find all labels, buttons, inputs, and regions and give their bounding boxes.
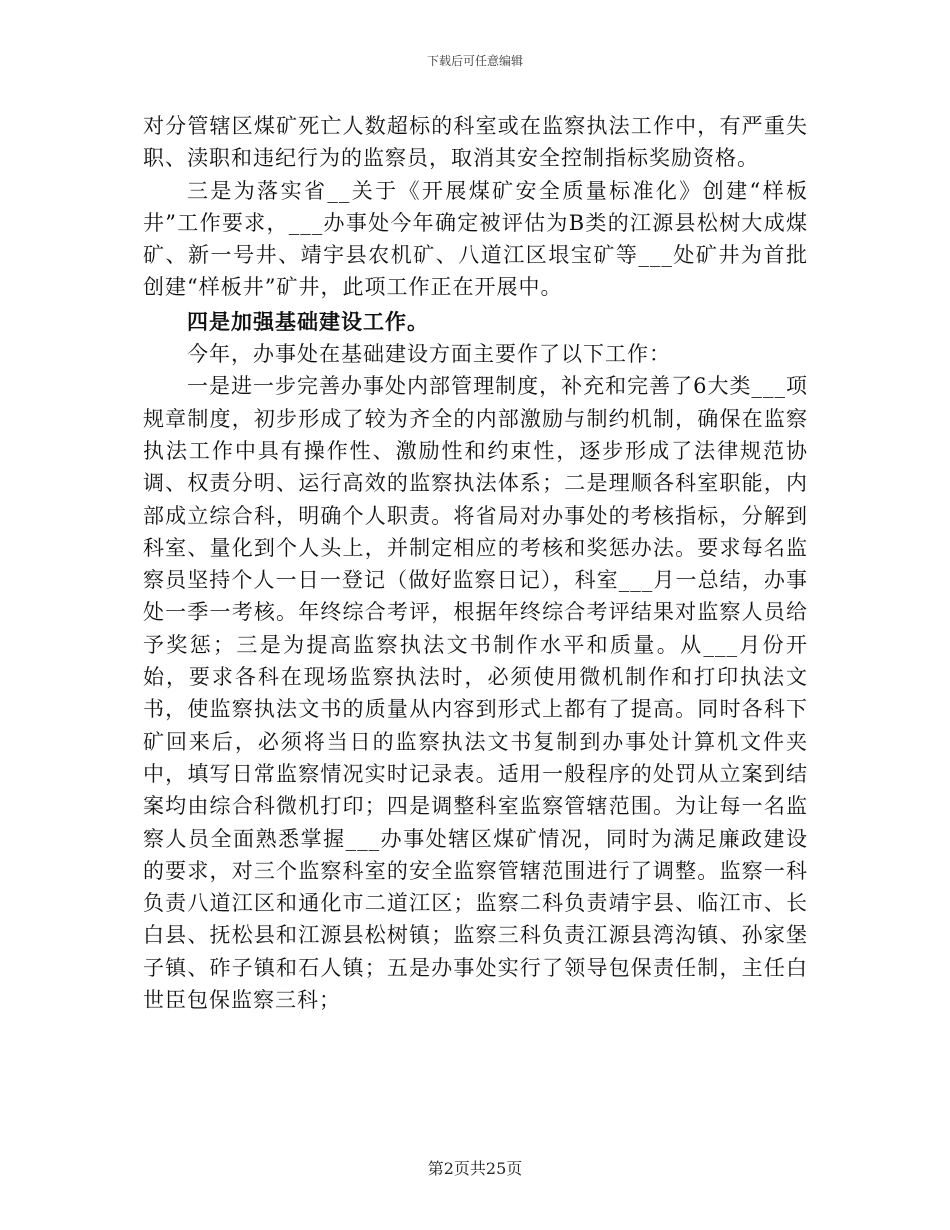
document-body (143, 110, 808, 1016)
page-header-note: 下载后可任意编辑 (426, 54, 523, 68)
paragraph-intro: 今年，办事处在基础建设方面主要作了以下工作： (187, 342, 671, 367)
paragraph-measures: 一是进一步完善办事处内部管理制度，补充和完善了6大类___项规章制度，初步形成了较为齐全的内部激励与制约机制，确保在监察执法工作中具有操作性、激励性和约束性，逐步形成了法律规范协调、权责分明、运行高效的监察执法体系；二是理顺各科室职能，内部成立综合科，明确个人职责。将省局对办事处的考核指标，分解到科室、量化到个人头上，并制定相应的考核和奖惩办法。要求每名监察员坚持个人一日一登记（做好监察日记），科室___月一总结，办事处一季一考核。年终综合考评，根据年终综合考评结果对监察人员给予奖惩；三是为提高监察执法文书制作水平和质量。从___月份开始，要求各科在现场监察执法时，必须使用微机制作和打印执法文书，使监察执法文书的质量从内容到形式上都有了提高。同时各科下矿回来后，必须将当日的监察执法文书复制到办事处计算机文件夹中，填写日常监察情况实时记录表。适用一般程序的处罚从立案到结案均由综合科微机打印；四是调整科室监察管辖范围。为让每一名监察人员全面熟悉掌握___办事处辖区煤矿情况，同时为满足廉政建设的要求，对三个监察科室的安全监察管辖范围进行了调整。监察一科负责八道江区和通化市二道江区；监察二科负责靖宇县、临江市、长白县、抚松县和江源县松树镇；监察三科负责江源县湾沟镇、孙家堡子镇、砟子镇和石人镇；五是办事处实行了领导包保责任制，主任白世臣包保监察三科； (143, 374, 808, 1013)
paragraph-sample-mine: 三是为落实省__关于《开展煤矿安全质量标准化》创建“样板井”工作要求，___办事处今年确定被评估为B类的江源县松树大成煤矿、新一号井、靖宇县农机矿、八道江区垠宝矿等___处矿井为首批创建“样板井”矿井，此项工作正在开展中。 (143, 178, 808, 300)
page-number: 第2页共25页 (427, 1159, 523, 1178)
section-heading: 四是加强基础建设工作。 (187, 308, 429, 334)
paragraph-continuation: 对分管辖区煤矿死亡人数超标的科室或在监察执法工作中，有严重失职、渎职和违纪行为的监察员，取消其安全控制指标奖励资格。 (143, 114, 808, 171)
